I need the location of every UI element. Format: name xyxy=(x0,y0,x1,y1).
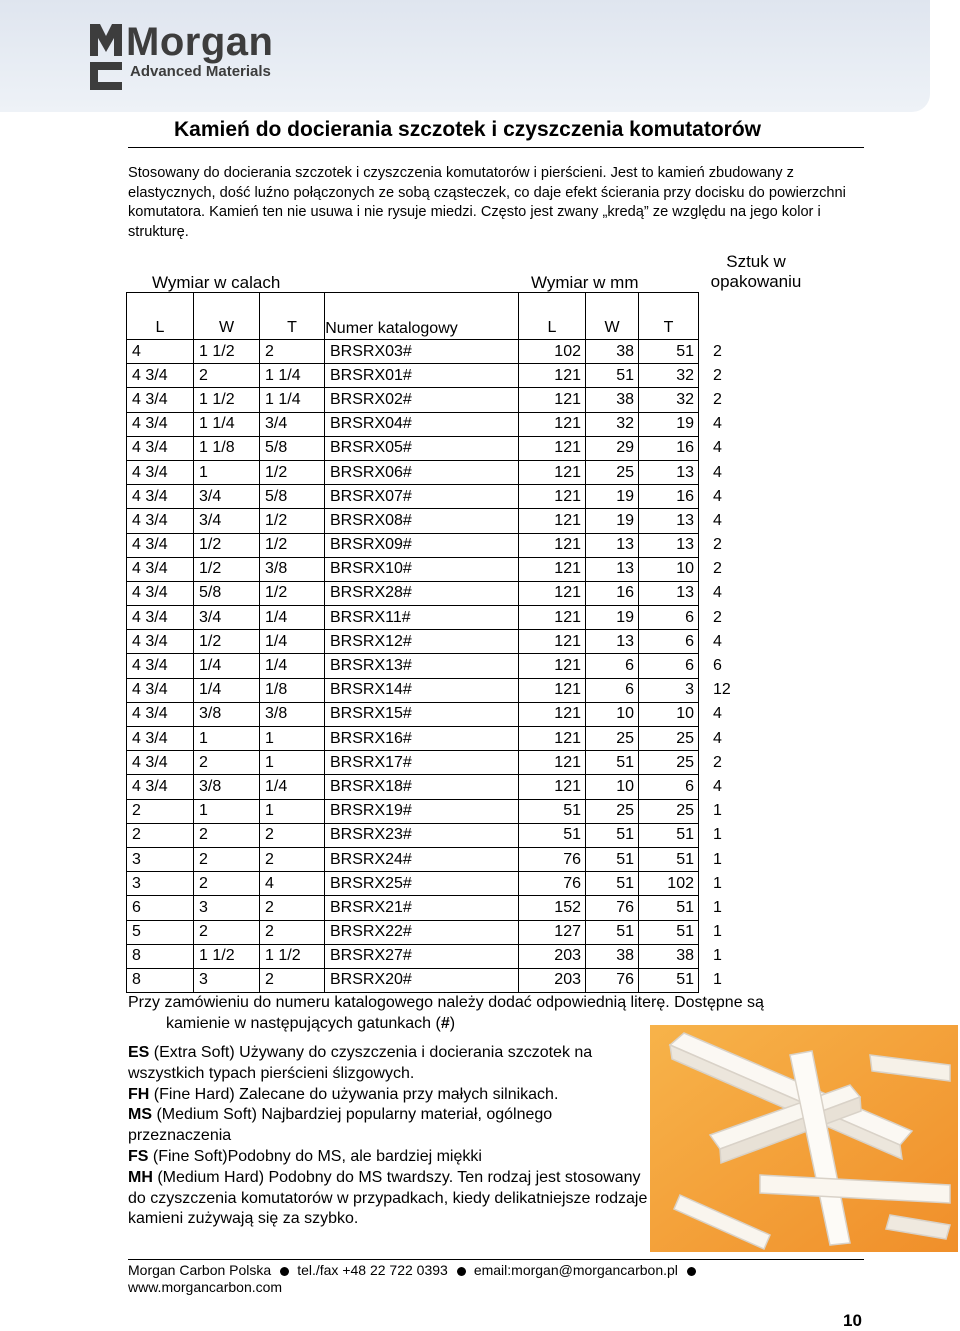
cell-l-mm: 121 xyxy=(519,436,586,460)
cell-l-mm: 121 xyxy=(519,751,586,775)
cell-pack-qty: 4 xyxy=(713,415,722,433)
cell-catalog: BRSRX23# xyxy=(325,823,519,847)
cell-w-mm: 51 xyxy=(586,872,639,896)
cell-t-mm: 10 xyxy=(639,702,699,726)
cell-l-inch: 4 3/4 xyxy=(127,678,194,702)
cell-pack-qty: 1 xyxy=(713,971,722,989)
cell-t-mm: 19 xyxy=(639,412,699,436)
table-row xyxy=(127,799,749,823)
col-header-w: W xyxy=(194,293,260,340)
cell-l-inch: 4 3/4 xyxy=(127,727,194,751)
cell-w-mm: 25 xyxy=(586,727,639,751)
cell-w-mm: 6 xyxy=(586,654,639,678)
cell-l-inch: 4 3/4 xyxy=(127,388,194,412)
cell-w-mm: 76 xyxy=(586,968,639,992)
cell-catalog: BRSRX27# xyxy=(325,944,519,968)
cell-l-inch: 4 3/4 xyxy=(127,606,194,630)
cell-w-inch: 2 xyxy=(194,872,260,896)
cell-l-inch: 4 3/4 xyxy=(127,775,194,799)
bullet-icon xyxy=(280,1267,289,1276)
cell-t-mm: 13 xyxy=(639,533,699,557)
cell-catalog: BRSRX01# xyxy=(325,364,519,388)
cell-w-inch: 1 xyxy=(194,799,260,823)
cell-catalog: BRSRX25# xyxy=(325,872,519,896)
cell-l-inch: 4 3/4 xyxy=(127,533,194,557)
cell-l-mm: 121 xyxy=(519,509,586,533)
cell-pack-qty: 4 xyxy=(713,439,722,457)
cell-t-inch: 1 1/2 xyxy=(260,944,325,968)
cell-w-mm: 19 xyxy=(586,485,639,509)
cell-pack-qty: 1 xyxy=(713,874,722,892)
table-row xyxy=(127,702,749,726)
table-row xyxy=(127,944,749,968)
col-header-l-mm: L xyxy=(519,293,586,340)
cell-w-inch: 3/8 xyxy=(194,775,260,799)
cell-t-mm: 25 xyxy=(639,727,699,751)
cell-l-mm: 203 xyxy=(519,968,586,992)
cell-l-inch: 4 3/4 xyxy=(127,364,194,388)
order-note-line2: kamienie w następujących gatunkach (#) xyxy=(166,1015,456,1032)
cell-w-mm: 29 xyxy=(586,436,639,460)
cell-w-inch: 5/8 xyxy=(194,581,260,605)
cell-l-mm: 102 xyxy=(519,340,586,364)
cell-w-inch: 3 xyxy=(194,968,260,992)
cell-l-inch: 3 xyxy=(127,872,194,896)
cell-w-inch: 1/4 xyxy=(194,654,260,678)
col-header-t-mm: T xyxy=(639,293,699,340)
cell-pack-qty: 4 xyxy=(713,729,722,747)
cell-w-mm: 38 xyxy=(586,340,639,364)
cell-t-mm: 10 xyxy=(639,557,699,581)
cell-t-mm: 38 xyxy=(639,944,699,968)
cell-t-inch: 1/2 xyxy=(260,581,325,605)
grade-mh: MH (Medium Hard) Podobny do MS twardszy. Ten rodzaj jest stosowany do czyszczenia komutatorów w przypadkach, kiedy delikatniejsze rodzaje kamieni zużywają się za szybko. xyxy=(128,1168,648,1228)
cell-l-inch: 4 3/4 xyxy=(127,412,194,436)
cell-t-inch: 4 xyxy=(260,872,325,896)
cell-t-inch: 1 1/4 xyxy=(260,388,325,412)
cell-pack-qty: 2 xyxy=(713,753,722,771)
cell-l-mm: 127 xyxy=(519,920,586,944)
cell-pack-qty: 4 xyxy=(713,777,722,795)
cell-w-mm: 10 xyxy=(586,775,639,799)
cell-w-mm: 76 xyxy=(586,896,639,920)
cell-catalog: BRSRX05# xyxy=(325,436,519,460)
pack-quantity-header: Sztuk w opakowaniu xyxy=(710,252,802,291)
cell-t-inch: 2 xyxy=(260,896,325,920)
cell-w-inch: 3/4 xyxy=(194,509,260,533)
table-row xyxy=(127,340,749,364)
cell-l-inch: 8 xyxy=(127,944,194,968)
cell-w-mm: 25 xyxy=(586,460,639,484)
cell-w-inch: 3/8 xyxy=(194,702,260,726)
cell-pack-qty: 4 xyxy=(713,584,722,602)
cell-w-inch: 1/2 xyxy=(194,557,260,581)
cell-w-mm: 19 xyxy=(586,509,639,533)
cell-l-mm: 121 xyxy=(519,388,586,412)
cell-w-inch: 3 xyxy=(194,896,260,920)
cell-pack-qty: 1 xyxy=(713,802,722,820)
table-row xyxy=(127,896,749,920)
cell-l-mm: 76 xyxy=(519,872,586,896)
cell-l-mm: 121 xyxy=(519,630,586,654)
col-header-pack-empty xyxy=(699,293,749,340)
cell-l-mm: 121 xyxy=(519,364,586,388)
cell-pack-qty: 4 xyxy=(713,511,722,529)
cell-w-inch: 2 xyxy=(194,920,260,944)
cell-w-mm: 38 xyxy=(586,388,639,412)
cell-pack-qty: 4 xyxy=(713,463,722,481)
cell-l-inch: 4 3/4 xyxy=(127,485,194,509)
cell-t-inch: 5/8 xyxy=(260,485,325,509)
cell-t-mm: 102 xyxy=(639,872,699,896)
cell-pack-qty: 12 xyxy=(713,681,731,699)
cell-l-mm: 121 xyxy=(519,654,586,678)
intro-paragraph: Stosowany do docierania szczotek i czyszczenia komutatorów i pierścieni. Jest to kamień zbudowany z elastycznych, dość luźno połączonych ze sobą cząsteczek, co daje efekt ścierania przy docisku do powierzchni komutatora. Kamień ten nie usuwa i nie rysuje miedzi. Często jest zwany „kredą” ze względu na jego kolor i strukturę. xyxy=(128,165,846,240)
cell-w-inch: 1/4 xyxy=(194,678,260,702)
cell-catalog: BRSRX21# xyxy=(325,896,519,920)
cell-w-mm: 51 xyxy=(586,364,639,388)
table-row xyxy=(127,557,749,581)
cell-t-mm: 51 xyxy=(639,823,699,847)
cell-w-inch: 3/4 xyxy=(194,606,260,630)
cell-catalog: BRSRX28# xyxy=(325,581,519,605)
cell-l-mm: 121 xyxy=(519,557,586,581)
cell-t-mm: 51 xyxy=(639,896,699,920)
table-row xyxy=(127,823,749,847)
cell-catalog: BRSRX14# xyxy=(325,678,519,702)
table-row xyxy=(127,606,749,630)
cell-l-inch: 4 3/4 xyxy=(127,702,194,726)
cell-l-inch: 6 xyxy=(127,896,194,920)
cell-catalog: BRSRX11# xyxy=(325,606,519,630)
table-row xyxy=(127,630,749,654)
cell-t-inch: 1 xyxy=(260,799,325,823)
table-row xyxy=(127,751,749,775)
cell-w-mm: 51 xyxy=(586,847,639,871)
cell-catalog: BRSRX16# xyxy=(325,727,519,751)
cell-l-mm: 121 xyxy=(519,702,586,726)
col-header-w-mm: W xyxy=(586,293,639,340)
cell-l-inch: 4 3/4 xyxy=(127,436,194,460)
table-row xyxy=(127,654,749,678)
cell-l-inch: 4 3/4 xyxy=(127,751,194,775)
cell-t-inch: 2 xyxy=(260,920,325,944)
morgan-logo-icon xyxy=(88,22,124,92)
cell-t-mm: 13 xyxy=(639,460,699,484)
table-row xyxy=(127,485,749,509)
cell-w-inch: 1/2 xyxy=(194,533,260,557)
cell-w-inch: 1/2 xyxy=(194,630,260,654)
table-row xyxy=(127,460,749,484)
cell-l-mm: 121 xyxy=(519,727,586,751)
cell-l-mm: 121 xyxy=(519,485,586,509)
cell-t-mm: 13 xyxy=(639,509,699,533)
cell-l-mm: 152 xyxy=(519,896,586,920)
cell-pack-qty: 1 xyxy=(713,923,722,941)
cell-l-inch: 4 xyxy=(127,340,194,364)
footer-divider xyxy=(128,1259,864,1260)
cell-t-mm: 32 xyxy=(639,364,699,388)
cell-pack-qty: 6 xyxy=(713,657,722,675)
cell-t-mm: 13 xyxy=(639,581,699,605)
cell-w-inch: 2 xyxy=(194,364,260,388)
cell-pack-qty: 2 xyxy=(713,366,722,384)
page-number: 10 xyxy=(843,1311,862,1330)
cell-w-inch: 1 1/8 xyxy=(194,436,260,460)
cell-w-inch: 1 xyxy=(194,460,260,484)
table-row xyxy=(127,436,749,460)
cell-catalog: BRSRX19# xyxy=(325,799,519,823)
cell-l-inch: 4 3/4 xyxy=(127,460,194,484)
cell-w-mm: 51 xyxy=(586,823,639,847)
cell-w-mm: 13 xyxy=(586,630,639,654)
cell-catalog: BRSRX08# xyxy=(325,509,519,533)
footer-phone: tel./fax +48 22 722 0393 xyxy=(297,1262,448,1278)
cell-l-inch: 4 3/4 xyxy=(127,557,194,581)
grade-ms: MS (Medium Soft) Najbardziej popularny materiał, ogólnego przeznaczenia xyxy=(128,1106,553,1145)
cell-pack-qty: 1 xyxy=(713,850,722,868)
cell-catalog: BRSRX15# xyxy=(325,702,519,726)
table-row xyxy=(127,364,749,388)
col-header-l: L xyxy=(127,293,194,340)
cell-w-inch: 2 xyxy=(194,823,260,847)
cell-t-mm: 51 xyxy=(639,340,699,364)
cell-catalog: BRSRX17# xyxy=(325,751,519,775)
cell-t-inch: 1/8 xyxy=(260,678,325,702)
cell-l-inch: 2 xyxy=(127,799,194,823)
cell-catalog: BRSRX18# xyxy=(325,775,519,799)
table-header-row xyxy=(127,293,749,340)
cell-t-inch: 1/2 xyxy=(260,460,325,484)
order-note-line1: Przy zamówieniu do numeru katalogowego należy dodać odpowiednią literę. Dostępne są xyxy=(128,994,764,1011)
cell-pack-qty: 2 xyxy=(713,390,722,408)
cell-w-mm: 25 xyxy=(586,799,639,823)
cell-l-mm: 121 xyxy=(519,581,586,605)
cell-catalog: BRSRX13# xyxy=(325,654,519,678)
cell-t-mm: 6 xyxy=(639,630,699,654)
cell-catalog: BRSRX09# xyxy=(325,533,519,557)
cell-l-inch: 3 xyxy=(127,847,194,871)
cell-w-inch: 1 1/2 xyxy=(194,944,260,968)
cell-l-mm: 51 xyxy=(519,823,586,847)
cell-pack-qty: 2 xyxy=(713,342,722,360)
cell-pack-qty: 2 xyxy=(713,560,722,578)
cell-l-mm: 121 xyxy=(519,533,586,557)
cell-pack-qty: 1 xyxy=(713,947,722,965)
cell-l-mm: 121 xyxy=(519,775,586,799)
cell-w-inch: 1 xyxy=(194,727,260,751)
cell-t-inch: 3/8 xyxy=(260,702,325,726)
grade-fh: FH (Fine Hard) Zalecane do używania przy małych silnikach. xyxy=(128,1085,559,1103)
cell-w-mm: 13 xyxy=(586,557,639,581)
cell-t-inch: 1/4 xyxy=(260,630,325,654)
footer-company: Morgan Carbon Polska xyxy=(128,1262,272,1278)
logo-wordmark: Morgan xyxy=(126,20,274,64)
cell-t-inch: 2 xyxy=(260,847,325,871)
cell-pack-qty: 1 xyxy=(713,898,722,916)
cell-w-mm: 19 xyxy=(586,606,639,630)
cell-w-inch: 2 xyxy=(194,751,260,775)
cell-catalog: BRSRX12# xyxy=(325,630,519,654)
cell-t-inch: 1/2 xyxy=(260,533,325,557)
cell-l-inch: 4 3/4 xyxy=(127,654,194,678)
cell-pack-qty: 1 xyxy=(713,826,722,844)
cell-w-mm: 10 xyxy=(586,702,639,726)
table-row xyxy=(127,968,749,992)
table-row xyxy=(127,920,749,944)
cell-t-inch: 1/2 xyxy=(260,509,325,533)
cell-t-mm: 51 xyxy=(639,920,699,944)
cell-t-inch: 2 xyxy=(260,968,325,992)
cell-t-mm: 6 xyxy=(639,654,699,678)
cell-t-inch: 1/4 xyxy=(260,654,325,678)
table-row xyxy=(127,775,749,799)
cell-catalog: BRSRX04# xyxy=(325,412,519,436)
footer-website[interactable]: www.morgancarbon.com xyxy=(128,1279,283,1295)
col-header-catalog: Numer katalogowy xyxy=(325,293,519,340)
cell-l-inch: 8 xyxy=(127,968,194,992)
cell-l-mm: 121 xyxy=(519,678,586,702)
cell-l-mm: 121 xyxy=(519,606,586,630)
cell-l-inch: 2 xyxy=(127,823,194,847)
bullet-icon xyxy=(687,1267,696,1276)
cell-t-mm: 6 xyxy=(639,775,699,799)
cell-pack-qty: 4 xyxy=(713,487,722,505)
cell-w-mm: 16 xyxy=(586,581,639,605)
cell-t-inch: 1 xyxy=(260,751,325,775)
cell-l-inch: 4 3/4 xyxy=(127,509,194,533)
table-row xyxy=(127,581,749,605)
cell-t-inch: 1/4 xyxy=(260,606,325,630)
cell-w-inch: 2 xyxy=(194,847,260,871)
cell-catalog: BRSRX24# xyxy=(325,847,519,871)
bullet-icon xyxy=(457,1267,466,1276)
cell-t-inch: 1 xyxy=(260,727,325,751)
logo-subtitle: Advanced Materials xyxy=(130,63,271,80)
cell-l-mm: 76 xyxy=(519,847,586,871)
cell-catalog: BRSRX22# xyxy=(325,920,519,944)
cell-t-mm: 51 xyxy=(639,968,699,992)
cell-l-inch: 4 3/4 xyxy=(127,630,194,654)
cell-w-mm: 6 xyxy=(586,678,639,702)
grades-list xyxy=(128,1043,648,1230)
cell-l-inch: 5 xyxy=(127,920,194,944)
cell-w-mm: 13 xyxy=(586,533,639,557)
cell-t-inch: 2 xyxy=(260,823,325,847)
cell-t-mm: 25 xyxy=(639,751,699,775)
cell-w-inch: 3/4 xyxy=(194,485,260,509)
grade-es: ES (Extra Soft) Używany do czyszczenia i docierania szczotek na wszystkich typach pierścieni ślizgowych. xyxy=(128,1044,593,1082)
cell-t-mm: 51 xyxy=(639,847,699,871)
cell-pack-qty: 2 xyxy=(713,536,722,554)
table-row xyxy=(127,678,749,702)
cell-pack-qty: 2 xyxy=(713,608,722,626)
cell-w-inch: 1 1/2 xyxy=(194,388,260,412)
footer xyxy=(128,1262,704,1296)
table-row xyxy=(127,388,749,412)
mm-group-header: Wymiar w mm xyxy=(531,273,639,292)
cell-l-inch: 4 3/4 xyxy=(127,581,194,605)
cell-pack-qty: 4 xyxy=(713,632,722,650)
cell-t-mm: 32 xyxy=(639,388,699,412)
table-row xyxy=(127,847,749,871)
cell-t-inch: 3/4 xyxy=(260,412,325,436)
cell-l-mm: 203 xyxy=(519,944,586,968)
cell-catalog: BRSRX10# xyxy=(325,557,519,581)
cell-t-inch: 1 1/4 xyxy=(260,364,325,388)
cell-l-mm: 51 xyxy=(519,799,586,823)
cell-t-inch: 1/4 xyxy=(260,775,325,799)
cell-w-inch: 1 1/4 xyxy=(194,412,260,436)
cell-w-mm: 51 xyxy=(586,920,639,944)
cell-catalog: BRSRX07# xyxy=(325,485,519,509)
cell-t-mm: 25 xyxy=(639,799,699,823)
cell-w-mm: 51 xyxy=(586,751,639,775)
cell-catalog: BRSRX06# xyxy=(325,460,519,484)
cell-t-mm: 16 xyxy=(639,436,699,460)
cell-w-inch: 1 1/2 xyxy=(194,340,260,364)
table-row xyxy=(127,872,749,896)
cell-pack-qty: 4 xyxy=(713,705,722,723)
product-photo xyxy=(650,1025,958,1252)
table-row xyxy=(127,509,749,533)
cell-t-inch: 3/8 xyxy=(260,557,325,581)
table-row xyxy=(127,727,749,751)
cell-t-mm: 6 xyxy=(639,606,699,630)
cell-l-mm: 121 xyxy=(519,460,586,484)
cell-catalog: BRSRX03# xyxy=(325,340,519,364)
grade-fs: FS (Fine Soft)Podobny do MS, ale bardziej miękki xyxy=(128,1147,482,1165)
inch-group-header: Wymiar w calach xyxy=(152,273,281,292)
cell-catalog: BRSRX02# xyxy=(325,388,519,412)
cell-w-mm: 32 xyxy=(586,412,639,436)
cell-l-mm: 121 xyxy=(519,412,586,436)
product-table xyxy=(126,292,749,993)
cell-t-mm: 3 xyxy=(639,678,699,702)
col-header-t: T xyxy=(260,293,325,340)
table-row xyxy=(127,412,749,436)
title-divider xyxy=(128,147,864,148)
table-row xyxy=(127,533,749,557)
cell-catalog: BRSRX20# xyxy=(325,968,519,992)
cell-w-mm: 38 xyxy=(586,944,639,968)
cell-t-mm: 16 xyxy=(639,485,699,509)
cell-t-inch: 5/8 xyxy=(260,436,325,460)
page-title: Kamień do docierania szczotek i czyszczenia komutatorów xyxy=(174,118,762,141)
cell-t-inch: 2 xyxy=(260,340,325,364)
footer-email[interactable]: email:morgan@morgancarbon.pl xyxy=(473,1262,678,1278)
